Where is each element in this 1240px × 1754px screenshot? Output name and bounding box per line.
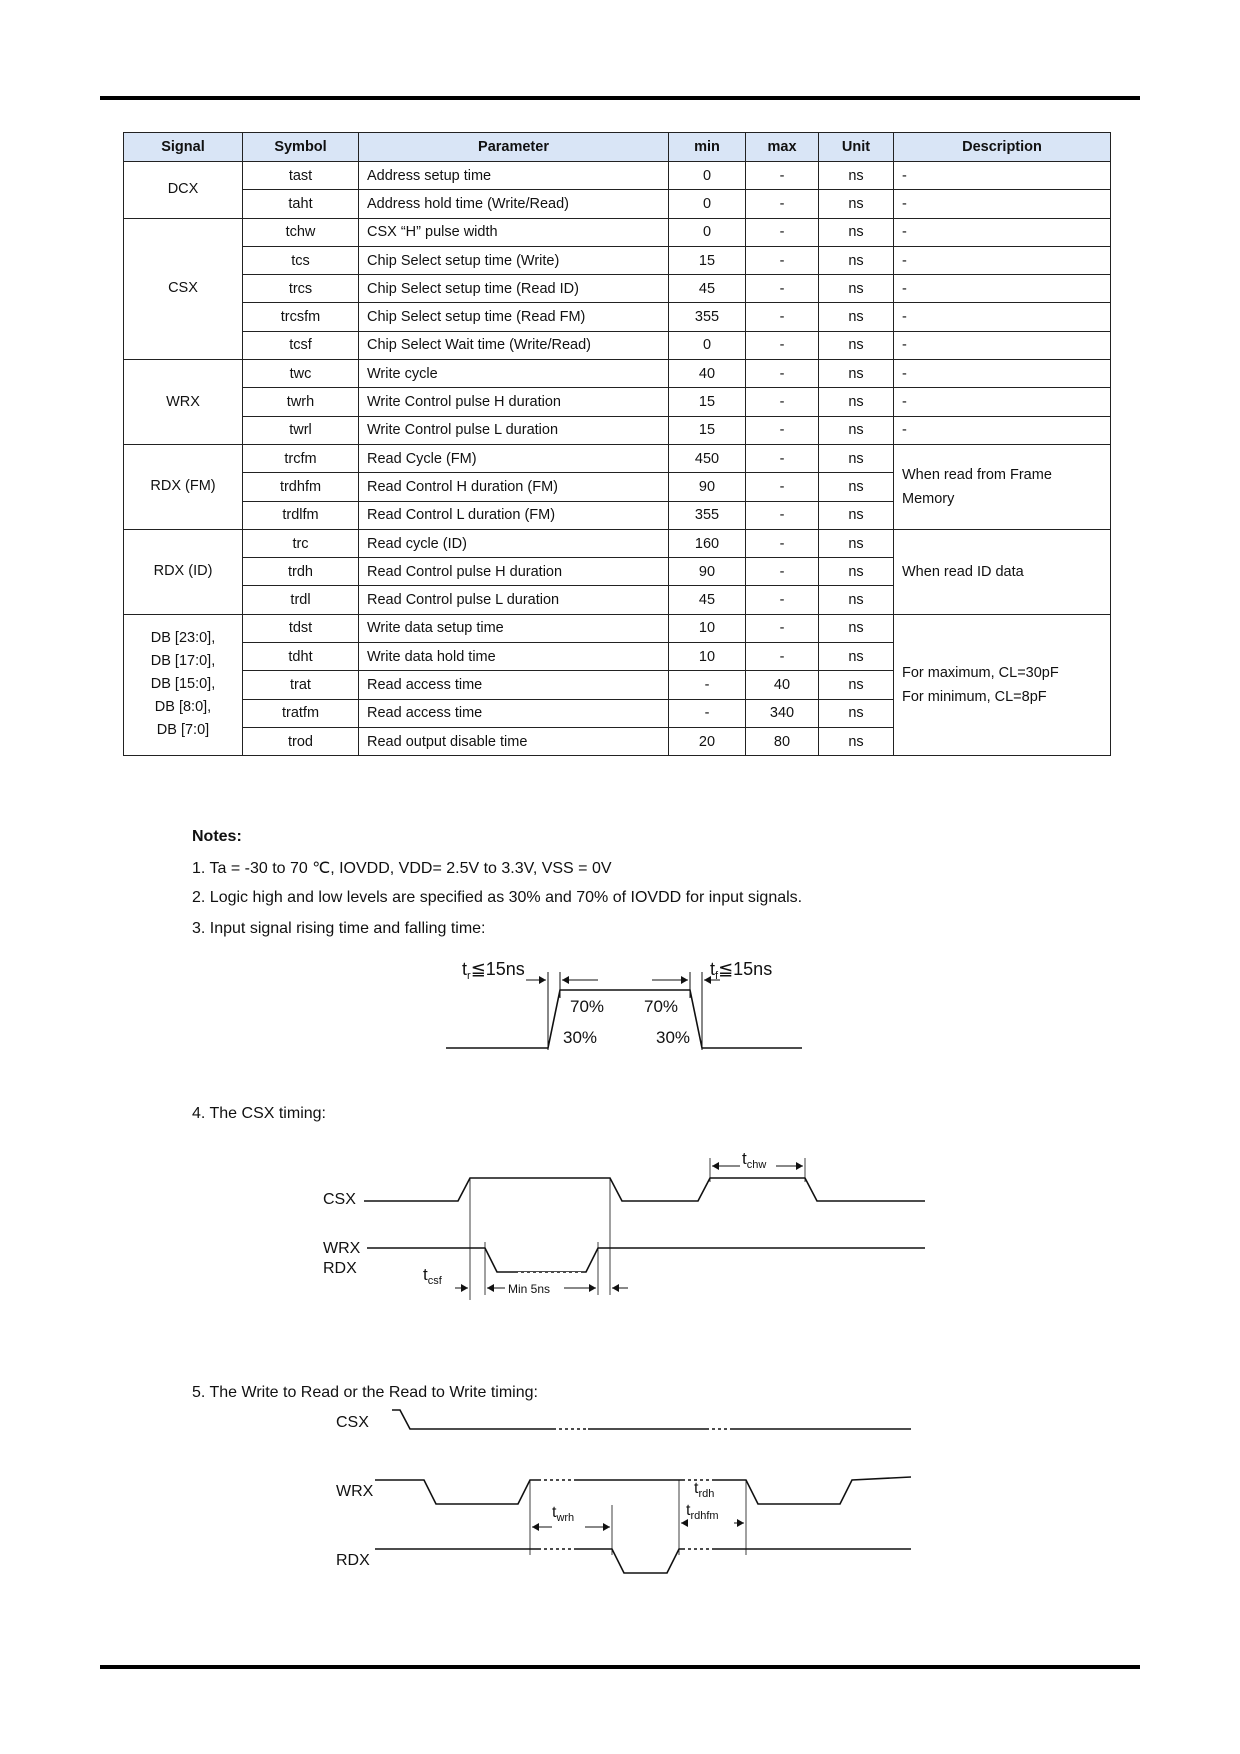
min-cell: 45 [669, 275, 746, 303]
parameter-cell: Chip Select Wait time (Write/Read) [359, 331, 669, 359]
symbol-cell: twrh [243, 388, 359, 416]
parameter-cell: Write data setup time [359, 614, 669, 642]
unit-cell: ns [819, 331, 894, 359]
unit-cell: ns [819, 558, 894, 586]
rdx-signal-label-2: RDX [336, 1552, 370, 1569]
parameter-cell: Write data hold time [359, 643, 669, 671]
unit-cell: ns [819, 473, 894, 501]
description-cell: - [894, 416, 1111, 444]
min-cell: 0 [669, 162, 746, 190]
write-read-timing-diagram [320, 1405, 920, 1580]
max-cell: - [746, 501, 819, 529]
tcsf-label: $t_{csf}$ [423, 1265, 442, 1287]
note-2: 2. Logic high and low levels are specified as 30% and 70% of IOVDD for input signals. [192, 889, 803, 906]
max-cell: - [746, 529, 819, 557]
description-cell: - [894, 190, 1111, 218]
rise-70-label: 70% [570, 997, 605, 1016]
unit-cell: ns [819, 671, 894, 699]
csx-signal-label-2: CSX [336, 1414, 369, 1431]
description-cell [894, 529, 1111, 614]
description-cell [894, 614, 1111, 755]
wrx-waveform-2 [375, 1477, 911, 1504]
description-cell: - [894, 388, 1111, 416]
symbol-cell: twc [243, 360, 359, 388]
unit-cell: ns [819, 303, 894, 331]
signal-cell [124, 162, 243, 219]
table-header-row [124, 133, 1111, 162]
min-cell: 10 [669, 643, 746, 671]
max-cell: - [746, 586, 819, 614]
bottom-rule [100, 1665, 1140, 1669]
header-unit: Unit [819, 133, 894, 162]
symbol-cell: trcfm [243, 444, 359, 472]
table-row [124, 190, 1111, 218]
header-symbol: Symbol [243, 133, 359, 162]
unit-cell: ns [819, 643, 894, 671]
max-cell: - [746, 162, 819, 190]
unit-cell: ns [819, 586, 894, 614]
rdx-waveform-2 [375, 1549, 911, 1573]
signal-name: DB [23:0], [150, 630, 216, 647]
parameter-cell: Read access time [359, 671, 669, 699]
table-row [124, 331, 1111, 359]
unit-cell: ns [819, 190, 894, 218]
min-cell: 355 [669, 501, 746, 529]
symbol-cell: trcs [243, 275, 359, 303]
symbol-cell: tcsf [243, 331, 359, 359]
tchw-label: $t_{chw}$ [742, 1149, 767, 1171]
max-cell: - [746, 246, 819, 274]
symbol-cell: twrl [243, 416, 359, 444]
symbol-cell: tchw [243, 218, 359, 246]
unit-cell: ns [819, 727, 894, 755]
signal-cell [124, 360, 243, 445]
parameter-cell: Read access time [359, 699, 669, 727]
description-line: When read from Frame [902, 466, 1052, 483]
symbol-cell: trat [243, 671, 359, 699]
min-cell: 15 [669, 388, 746, 416]
description-line: For minimum, CL=8pF [902, 688, 1047, 705]
table-body [124, 162, 1111, 756]
unit-cell: ns [819, 246, 894, 274]
symbol-cell: taht [243, 190, 359, 218]
wrx-signal-label-2: WRX [336, 1483, 374, 1500]
max-cell: - [746, 473, 819, 501]
parameter-cell: Read Control pulse L duration [359, 586, 669, 614]
header-parameter: Parameter [359, 133, 669, 162]
header-description: Description [894, 133, 1111, 162]
header-max: max [746, 133, 819, 162]
table-row [124, 416, 1111, 444]
max-cell: - [746, 614, 819, 642]
parameter-cell: Write Control pulse H duration [359, 388, 669, 416]
twrh-label: $t_{wrh}$ [552, 1504, 575, 1524]
table-row [124, 360, 1111, 388]
max-cell: 340 [746, 699, 819, 727]
fall-30-label: 30% [656, 1028, 691, 1047]
description-cell: - [894, 275, 1111, 303]
trdhfm-label: $t_{rdhfm}$ [686, 1502, 719, 1522]
unit-cell: ns [819, 162, 894, 190]
symbol-cell: tast [243, 162, 359, 190]
description-cell: - [894, 360, 1111, 388]
max-cell: - [746, 303, 819, 331]
max-cell: - [746, 275, 819, 303]
description-line: Memory [902, 490, 955, 507]
max-cell: - [746, 643, 819, 671]
min5ns-label: Min 5ns [508, 1282, 551, 1296]
min-cell: 160 [669, 529, 746, 557]
min-cell: 15 [669, 416, 746, 444]
table-row [124, 246, 1111, 274]
symbol-cell: tratfm [243, 699, 359, 727]
notes-title: Notes: [192, 828, 242, 845]
description-cell: - [894, 246, 1111, 274]
note-4: 4. The CSX timing: [192, 1105, 326, 1122]
table-row [124, 444, 1111, 472]
parameter-cell: Read Control L duration (FM) [359, 501, 669, 529]
min-cell: - [669, 671, 746, 699]
timing-table [123, 132, 1111, 756]
parameter-cell: Address hold time (Write/Read) [359, 190, 669, 218]
description-line: When read ID data [902, 563, 1024, 580]
max-cell: - [746, 331, 819, 359]
description-cell: - [894, 218, 1111, 246]
min-cell: - [669, 699, 746, 727]
unit-cell: ns [819, 501, 894, 529]
signal-name: DB [17:0], [150, 653, 216, 670]
table-row [124, 218, 1111, 246]
signal-cell [124, 444, 243, 529]
signal-name: DB [15:0], [150, 676, 216, 693]
table-row [124, 303, 1111, 331]
signal-name: DB [7:0] [156, 722, 210, 739]
fall-70-label: 70% [644, 997, 679, 1016]
max-cell: - [746, 388, 819, 416]
min-cell: 20 [669, 727, 746, 755]
min-cell: 0 [669, 190, 746, 218]
min-cell: 450 [669, 444, 746, 472]
unit-cell: ns [819, 614, 894, 642]
unit-cell: ns [819, 416, 894, 444]
rdx-signal-label: RDX [323, 1260, 357, 1277]
csx-waveform-2 [392, 1410, 911, 1429]
signal-cell [124, 218, 243, 359]
table-row [124, 388, 1111, 416]
signal-name: DB [8:0], [154, 699, 212, 716]
parameter-cell: Read Cycle (FM) [359, 444, 669, 472]
csx-waveform [364, 1178, 925, 1201]
table-row [124, 275, 1111, 303]
signal-name: CSX [168, 280, 198, 297]
symbol-cell: tdst [243, 614, 359, 642]
symbol-cell: trod [243, 727, 359, 755]
min-cell: 90 [669, 473, 746, 501]
parameter-cell: CSX “H” pulse width [359, 218, 669, 246]
table-row [124, 162, 1111, 190]
max-cell: - [746, 558, 819, 586]
symbol-cell: trdh [243, 558, 359, 586]
signal-name: RDX (ID) [153, 563, 213, 580]
wrx-rdx-waveform [367, 1248, 925, 1272]
max-cell: - [746, 190, 819, 218]
signal-name: WRX [166, 393, 200, 410]
description-cell [894, 444, 1111, 529]
parameter-cell: Chip Select setup time (Read FM) [359, 303, 669, 331]
min-cell: 355 [669, 303, 746, 331]
max-cell: - [746, 360, 819, 388]
min-cell: 0 [669, 218, 746, 246]
unit-cell: ns [819, 275, 894, 303]
symbol-cell: tdht [243, 643, 359, 671]
parameter-cell: Read output disable time [359, 727, 669, 755]
top-rule [100, 96, 1140, 100]
max-cell: - [746, 444, 819, 472]
max-cell: - [746, 416, 819, 444]
min-cell: 45 [669, 586, 746, 614]
symbol-cell: trdhfm [243, 473, 359, 501]
header-min: min [669, 133, 746, 162]
unit-cell: ns [819, 699, 894, 727]
note-1: 1. Ta = -30 to 70 ℃, IOVDD, VDD= 2.5V to 3.3V, VSS = 0V [192, 860, 612, 877]
rise-fall-diagram [430, 950, 830, 1060]
unit-cell: ns [819, 360, 894, 388]
rise-fall-waveform [446, 990, 802, 1048]
trdh-label: $t_{rdh}$ [694, 1480, 715, 1500]
unit-cell: ns [819, 218, 894, 246]
description-cell: - [894, 331, 1111, 359]
csx-signal-label: CSX [323, 1191, 356, 1208]
parameter-cell: Read Control H duration (FM) [359, 473, 669, 501]
tf-label: $t_f≦15ns$ [710, 959, 773, 982]
symbol-cell: trdlfm [243, 501, 359, 529]
wrx-signal-label: WRX [323, 1240, 361, 1257]
parameter-cell: Chip Select setup time (Read ID) [359, 275, 669, 303]
symbol-cell: trdl [243, 586, 359, 614]
note-5: 5. The Write to Read or the Read to Write timing: [192, 1384, 538, 1401]
min-cell: 0 [669, 331, 746, 359]
max-cell: - [746, 218, 819, 246]
tr-label: $t_r≦15ns$ [462, 959, 525, 982]
unit-cell: ns [819, 388, 894, 416]
min-cell: 15 [669, 246, 746, 274]
parameter-cell: Read cycle (ID) [359, 529, 669, 557]
description-cell: - [894, 303, 1111, 331]
note-3: 3. Input signal rising time and falling time: [192, 920, 486, 937]
min-cell: 90 [669, 558, 746, 586]
parameter-cell: Write cycle [359, 360, 669, 388]
min-cell: 10 [669, 614, 746, 642]
table-row [124, 614, 1111, 642]
max-cell: 80 [746, 727, 819, 755]
max-cell: 40 [746, 671, 819, 699]
unit-cell: ns [819, 529, 894, 557]
signal-cell [124, 614, 243, 755]
symbol-cell: trc [243, 529, 359, 557]
table-row [124, 529, 1111, 557]
symbol-cell: trcsfm [243, 303, 359, 331]
unit-cell: ns [819, 444, 894, 472]
header-signal: Signal [124, 133, 243, 162]
description-line: For maximum, CL=30pF [902, 664, 1059, 681]
symbol-cell: tcs [243, 246, 359, 274]
csx-timing-diagram [300, 1130, 940, 1300]
description-cell: - [894, 162, 1111, 190]
signal-name: DCX [167, 181, 199, 198]
parameter-cell: Read Control pulse H duration [359, 558, 669, 586]
rise-30-label: 30% [563, 1028, 598, 1047]
parameter-cell: Write Control pulse L duration [359, 416, 669, 444]
parameter-cell: Address setup time [359, 162, 669, 190]
parameter-cell: Chip Select setup time (Write) [359, 246, 669, 274]
signal-cell [124, 529, 243, 614]
signal-name: RDX (FM) [150, 478, 216, 495]
min-cell: 40 [669, 360, 746, 388]
